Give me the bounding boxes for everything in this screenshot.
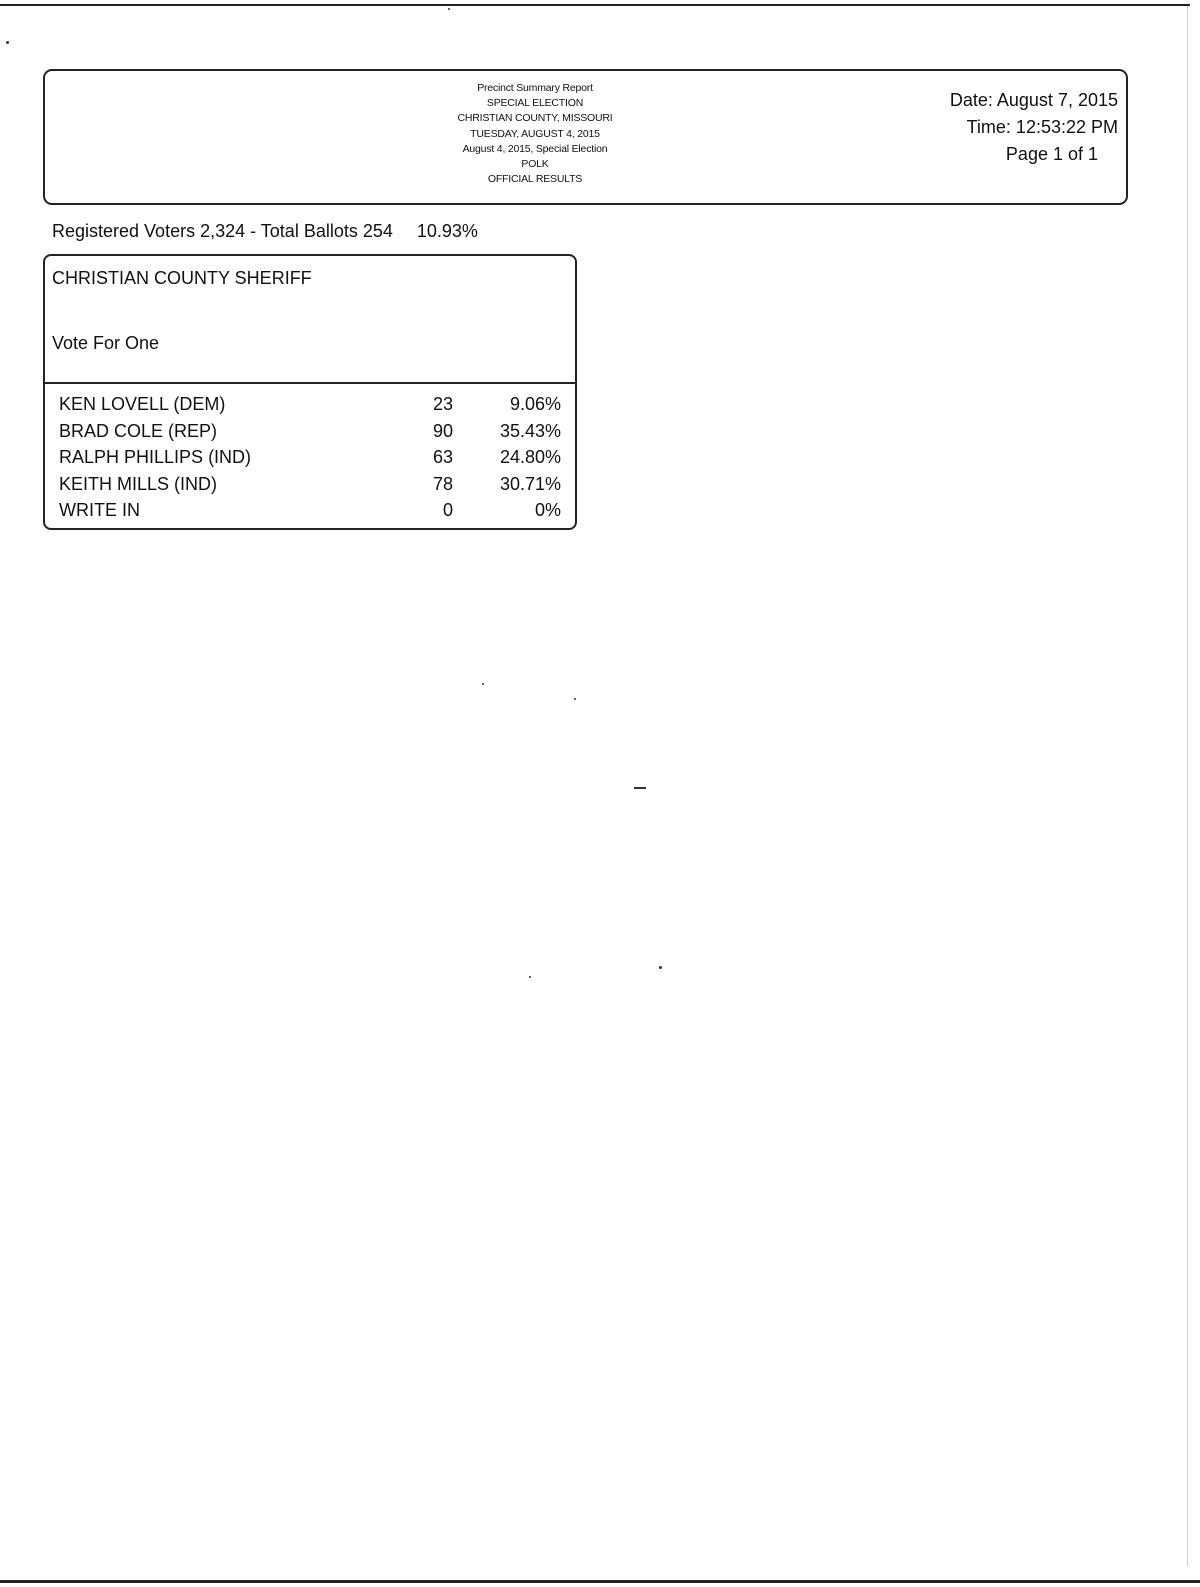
result-row	[59, 471, 565, 498]
scan-right-edge	[1187, 6, 1188, 1566]
contest-box	[43, 254, 577, 530]
scan-speck	[529, 976, 531, 978]
candidate-name: KEITH MILLS (IND)	[59, 473, 218, 494]
report-date: Date: August 7, 2015	[949, 90, 1118, 110]
results-status: OFFICIAL RESULTS	[487, 173, 583, 186]
election-description: August 4, 2015, Special Election	[462, 142, 608, 155]
report-header-box	[43, 69, 1128, 205]
candidate-name: BRAD COLE (REP)	[59, 420, 218, 441]
vote-count: 63	[432, 447, 453, 467]
vote-count: 90	[432, 420, 453, 441]
result-row	[59, 391, 565, 418]
report-title: Precinct Summary Report	[477, 82, 593, 94]
turnout-percent: 10.93%	[416, 221, 478, 241]
candidate-name: KEN LOVELL (DEM)	[59, 394, 226, 414]
result-row	[59, 444, 565, 471]
precinct-name: POLK	[521, 158, 549, 171]
result-row	[59, 418, 565, 445]
contest-vote-for: Vote For One	[52, 333, 160, 353]
candidate-name: RALPH PHILLIPS (IND)	[59, 447, 252, 467]
voter-summary	[52, 221, 478, 242]
scan-top-border	[0, 4, 1190, 6]
election-name: SPECIAL ELECTION	[486, 97, 584, 110]
vote-percent: 35.43%	[499, 420, 561, 441]
report-time: Time: 12:53:22 PM	[966, 117, 1118, 137]
candidate-name: WRITE IN	[59, 500, 140, 520]
vote-percent: 0%	[534, 500, 561, 520]
vote-count: 78	[432, 473, 453, 494]
result-row	[59, 497, 565, 524]
report-header-title-block	[385, 81, 685, 187]
vote-percent: 24.80%	[499, 447, 561, 467]
scan-bottom-border	[0, 1580, 1200, 1583]
contest-title: CHRISTIAN COUNTY SHERIFF	[52, 268, 312, 288]
election-day: TUESDAY, AUGUST 4, 2015	[470, 127, 600, 140]
registered-voters-text: Registered Voters 2,324 - Total Ballots 254	[52, 221, 393, 241]
page-number: Page 1 of 1	[1005, 144, 1098, 164]
scan-speck	[6, 41, 9, 44]
scan-speck	[659, 966, 662, 969]
vote-percent: 30.71%	[499, 473, 561, 494]
scan-speck	[574, 698, 576, 700]
scan-speck	[634, 787, 646, 789]
jurisdiction: CHRISTIAN COUNTY, MISSOURI	[457, 112, 613, 125]
vote-percent: 9.06%	[509, 394, 561, 414]
report-meta	[950, 87, 1118, 168]
vote-count: 23	[432, 394, 453, 414]
results-table	[59, 391, 565, 524]
vote-count: 0	[442, 500, 453, 520]
scan-speck	[482, 683, 484, 685]
contest-divider	[45, 382, 575, 384]
scan-speck	[448, 8, 450, 10]
